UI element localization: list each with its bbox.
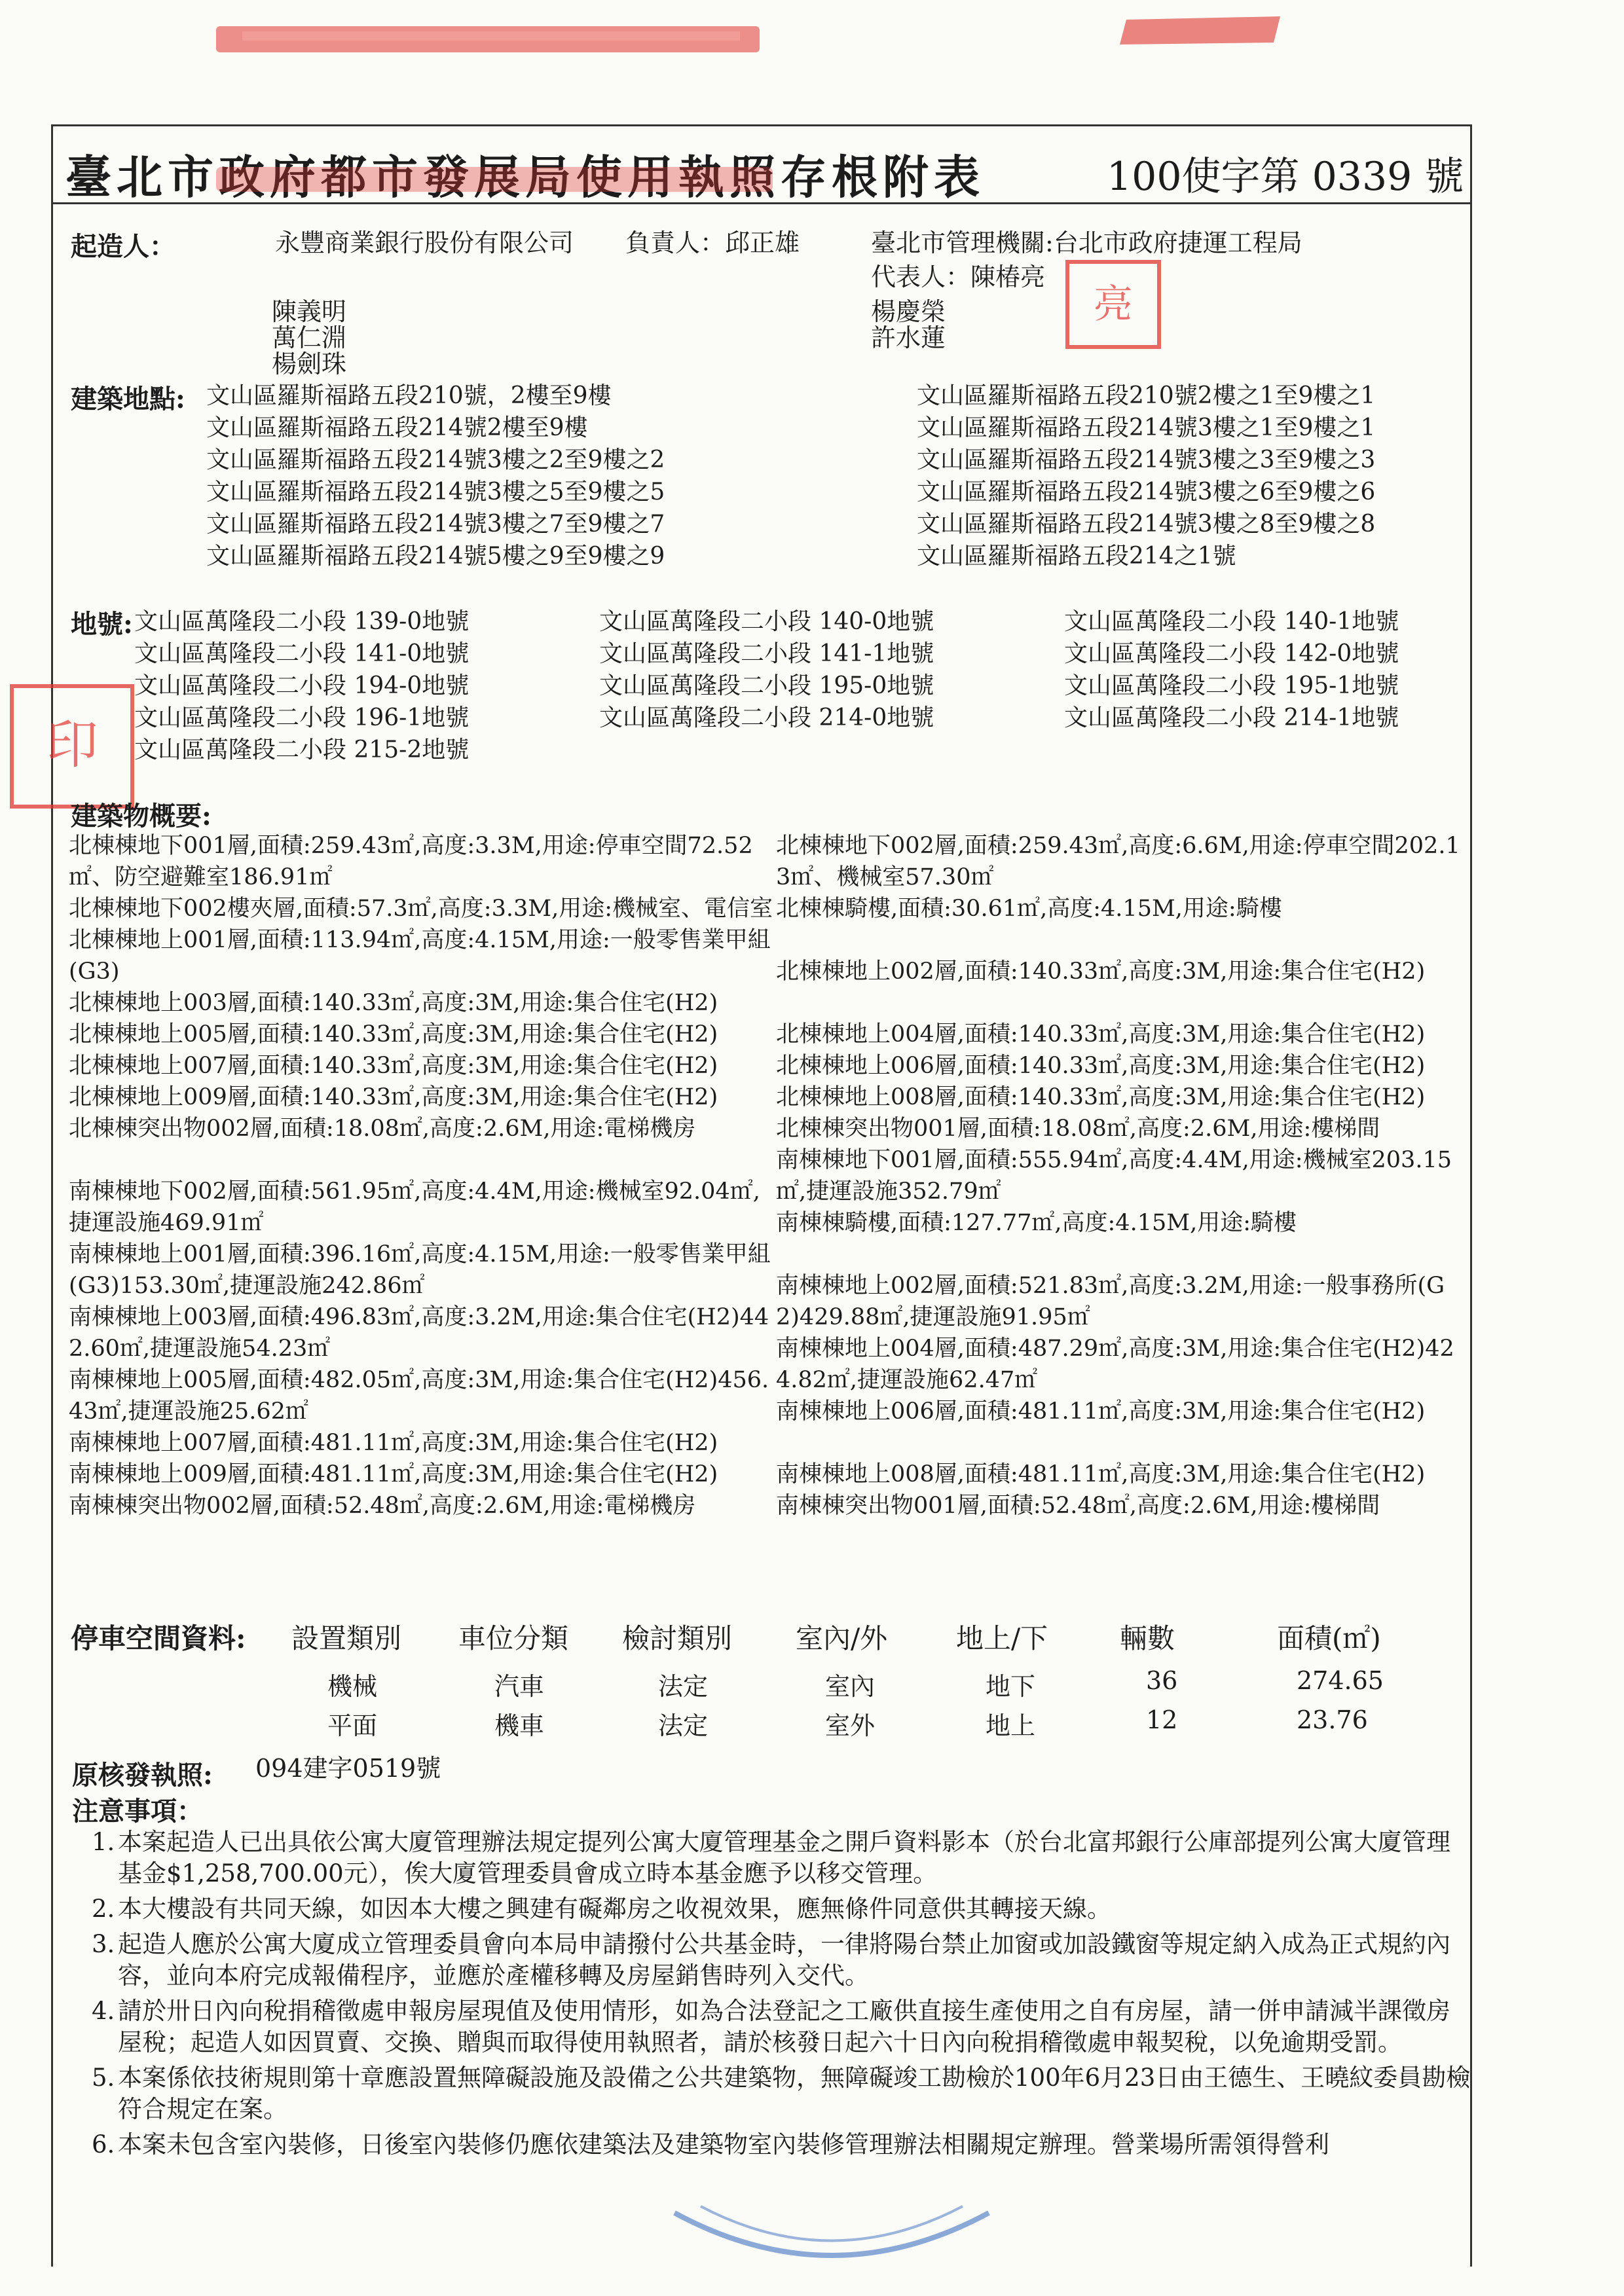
site-address: 文山區羅斯福路五段214號3樓之3至9樓之3 xyxy=(917,446,1376,473)
building-entry: 南棟棟地上007層,面積:481.11㎡,高度:3M,用途:集合住宅(H2) xyxy=(69,1430,718,1456)
building-entry: 南棟棟地上005層,面積:482.05㎡,高度:3M,用途:集合住宅(H2)456.43㎡,捷運設施25.62㎡ xyxy=(69,1367,769,1425)
building-entry: 北棟棟地上007層,面積:140.33㎡,高度:3M,用途:集合住宅(H2) xyxy=(69,1053,718,1079)
applicant-person: 許水蓮 xyxy=(871,323,946,352)
parking-cell: 36 xyxy=(1146,1666,1178,1695)
lot-number: 文山區萬隆段二小段 141-0地號 xyxy=(134,640,470,667)
site-address: 文山區羅斯福路五段214之1號 xyxy=(917,543,1236,570)
building-entry: 北棟棟地上001層,面積:113.94㎡,高度:4.15M,用途:一般零售業甲組(G3) xyxy=(69,927,771,985)
parking-cell: 機械 xyxy=(327,1672,378,1701)
note-item xyxy=(92,1929,1473,1992)
applicant-person: 陳義明 xyxy=(272,297,347,326)
site-address: 文山區羅斯福路五段214號3樓之5至9樓之5 xyxy=(206,479,665,505)
building-entry: 北棟棟地上009層,面積:140.33㎡,高度:3M,用途:集合住宅(H2) xyxy=(69,1084,718,1110)
parking-label: 停車空間資料: xyxy=(71,1622,246,1654)
building-right-column xyxy=(776,830,1467,1522)
lot-number: 文山區萬隆段二小段 140-0地號 xyxy=(599,608,934,635)
note-number: 4. xyxy=(92,1997,115,2025)
building-entry: 北棟棟地上002層,面積:140.33㎡,高度:3M,用途:集合住宅(H2) xyxy=(776,958,1426,985)
building-entry: 南棟棟地上008層,面積:481.11㎡,高度:3M,用途:集合住宅(H2) xyxy=(776,1461,1426,1487)
building-entry: 北棟棟地上003層,面積:140.33㎡,高度:3M,用途:集合住宅(H2) xyxy=(69,990,718,1016)
note-item xyxy=(92,1995,1473,2058)
site-address: 文山區羅斯福路五段214號3樓之2至9樓之2 xyxy=(206,446,665,473)
note-number: 3. xyxy=(92,1930,115,1958)
lot-number: 文山區萬隆段二小段 214-1地號 xyxy=(1064,704,1399,731)
lots-col1 xyxy=(134,606,469,766)
note-text: 本案未包含室內裝修，日後室內裝修仍應依建築法及建築物室內裝修管理辦法相關規定辦理。營業場所需領得營利 xyxy=(118,2130,1329,2159)
building-entry: 北棟棟地上006層,面積:140.33㎡,高度:3M,用途:集合住宅(H2) xyxy=(776,1053,1426,1079)
note-number: 6. xyxy=(92,2130,115,2159)
building-entry: 北棟棟地上008層,面積:140.33㎡,高度:3M,用途:集合住宅(H2) xyxy=(776,1084,1426,1110)
site-label: 建築地點: xyxy=(71,384,185,414)
parking-header: 設置類別 xyxy=(291,1622,402,1654)
lot-number: 文山區萬隆段二小段 142-0地號 xyxy=(1064,640,1399,667)
building-entry: 北棟棟地下002樓夾層,面積:57.3㎡,高度:3.3M,用途:機械室、電信室 xyxy=(69,896,773,922)
svg-text:亮: 亮 xyxy=(1094,282,1133,327)
parking-cell: 平面 xyxy=(327,1711,378,1740)
notes-list xyxy=(92,1827,1473,2164)
building-entry: 北棟棟地上004層,面積:140.33㎡,高度:3M,用途:集合住宅(H2) xyxy=(776,1021,1426,1048)
site-address: 文山區羅斯福路五段214號5樓之9至9樓之9 xyxy=(206,543,665,570)
notes-label: 注意事項： xyxy=(72,1796,203,1827)
note-number: 5. xyxy=(92,2064,115,2092)
left-border xyxy=(51,204,53,2267)
parking-cell: 室內 xyxy=(825,1672,876,1701)
building-entry: 北棟棟突出物001層,面積:18.08㎡,高度:2.6M,用途:樓梯間 xyxy=(776,1116,1380,1142)
parking-cell: 汽車 xyxy=(494,1672,545,1701)
parking-header: 檢討類別 xyxy=(622,1622,733,1654)
top-right-red-stamp-mark xyxy=(1120,13,1283,46)
site-left-column xyxy=(206,380,665,572)
permit-number: 100使字第 0339 號 xyxy=(1107,154,1464,200)
site-address: 文山區羅斯福路五段214號3樓之7至9樓之7 xyxy=(206,511,665,538)
site-address: 文山區羅斯福路五段214號3樓之1至9樓之1 xyxy=(917,414,1376,441)
building-entry: 南棟棟騎樓,面積:127.77㎡,高度:4.15M,用途:騎樓 xyxy=(776,1210,1297,1236)
parking-cell: 274.65 xyxy=(1297,1666,1384,1695)
site-address: 文山區羅斯福路五段214號3樓之6至9樓之6 xyxy=(917,479,1376,505)
lot-number: 文山區萬隆段二小段 215-2地號 xyxy=(134,737,470,763)
applicant-agency: 臺北市管理機關:台北市政府捷運工程局 xyxy=(871,228,1302,257)
note-number: 1. xyxy=(92,1828,115,1856)
representative-seal xyxy=(1061,255,1166,354)
lot-number: 文山區萬隆段二小段 214-0地號 xyxy=(599,704,934,731)
parking-cell: 12 xyxy=(1146,1705,1178,1734)
building-entry: 南棟棟地上004層,面積:487.29㎡,高度:3M,用途:集合住宅(H2)424.82㎡,捷運設施62.47㎡ xyxy=(776,1336,1454,1393)
note-text: 請於卅日內向稅捐稽徵處申報房屋現值及使用情形，如為合法登記之工廠供直接生產使用之自有房屋，請一併申請減半課徵房屋稅；起造人如因買賣、交換、贈與而取得使用執照者，請於核發日起六十日內向稅捐稽徵處申報契稅，以免逾期受罰。 xyxy=(118,1997,1450,2056)
building-entry: 南棟棟地上002層,面積:521.83㎡,高度:3.2M,用途:一般事務所(G2)429.88㎡,捷運設施91.95㎡ xyxy=(776,1273,1445,1330)
bottom-blue-seal xyxy=(661,2200,1002,2291)
applicant-person: 楊劍珠 xyxy=(272,350,347,378)
building-entry: 北棟棟騎樓,面積:30.61㎡,高度:4.15M,用途:騎樓 xyxy=(776,896,1282,922)
applicant-representative: 代表人：陳椿亮 xyxy=(871,263,1046,291)
parking-cell: 室外 xyxy=(825,1711,876,1740)
parking-cell: 地下 xyxy=(986,1672,1036,1701)
applicant-responsible: 負責人：邱正雄 xyxy=(625,228,800,257)
original-permit-value: 094建字0519號 xyxy=(255,1754,441,1783)
lot-number: 文山區萬隆段二小段 194-0地號 xyxy=(134,672,470,699)
lot-number: 文山區萬隆段二小段 141-1地號 xyxy=(599,640,934,667)
note-text: 起造人應於公寓大廈成立管理委員會向本局申請撥付公共基金時，一律將陽台禁止加窗或加設鐵窗等規定納入成為正式規約內容，並向本府完成報備程序，並應於產權移轉及房屋銷售時列入交代。 xyxy=(118,1930,1450,1990)
site-address: 文山區羅斯福路五段210號，2樓至9樓 xyxy=(206,382,612,409)
building-entry: 南棟棟突出物001層,面積:52.48㎡,高度:2.6M,用途:樓梯間 xyxy=(776,1493,1380,1519)
lots-col3 xyxy=(1064,606,1399,734)
building-entry: 北棟棟地上005層,面積:140.33㎡,高度:3M,用途:集合住宅(H2) xyxy=(69,1021,718,1048)
note-item xyxy=(92,1827,1473,1889)
note-item xyxy=(92,2129,1473,2160)
building-label: 建築物概要: xyxy=(71,801,212,831)
site-right-column xyxy=(917,380,1375,572)
building-entry: 南棟棟突出物002層,面積:52.48㎡,高度:2.6M,用途:電梯機房 xyxy=(69,1493,696,1519)
left-margin-seal xyxy=(7,681,138,812)
note-item xyxy=(92,1893,1473,1925)
lot-number: 文山區萬隆段二小段 140-1地號 xyxy=(1064,608,1399,635)
parking-header: 面積(㎡) xyxy=(1277,1622,1381,1654)
building-entry: 南棟棟地下001層,面積:555.94㎡,高度:4.4M,用途:機械室203.15㎡,捷運設施352.79㎡ xyxy=(776,1147,1452,1205)
lot-number: 文山區萬隆段二小段 196-1地號 xyxy=(134,704,470,731)
parking-header: 地上/下 xyxy=(956,1622,1048,1654)
note-text: 本案係依技術規則第十章應設置無障礙設施及設備之公共建築物，無障礙竣工勘檢於100年6月23日由王德生、王曉紋委員勘檢符合規定在案。 xyxy=(118,2064,1471,2123)
site-address: 文山區羅斯福路五段210號2樓之1至9樓之1 xyxy=(917,382,1376,409)
applicant-person: 楊慶榮 xyxy=(871,297,946,326)
building-entry: 南棟棟地上003層,面積:496.83㎡,高度:3.2M,用途:集合住宅(H2)442.60㎡,捷運設施54.23㎡ xyxy=(69,1304,769,1362)
applicant-person: 萬仁淵 xyxy=(272,323,347,352)
parking-cell: 法定 xyxy=(658,1711,709,1740)
building-entry: 北棟棟突出物002層,面積:18.08㎡,高度:2.6M,用途:電梯機房 xyxy=(69,1116,696,1142)
title-red-overstamp xyxy=(216,164,773,196)
building-entry: 南棟棟地上009層,面積:481.11㎡,高度:3M,用途:集合住宅(H2) xyxy=(69,1461,718,1487)
original-permit-label: 原核發執照: xyxy=(72,1760,213,1791)
building-entry: 北棟棟地下001層,面積:259.43㎡,高度:3.3M,用途:停車空間72.52㎡、防空避難室186.91㎡ xyxy=(69,833,753,890)
lot-number: 文山區萬隆段二小段 195-0地號 xyxy=(599,672,934,699)
parking-cell: 地上 xyxy=(986,1711,1036,1740)
note-text: 本案起造人已出具依公寓大廈管理辦法規定提列公寓大廈管理基金之開戶資料影本（於台北富邦銀行公庫部提列公寓大廈管理基金$1,258,700.00元），俟大廈管理委員會成立時本基金應予以移交管理。 xyxy=(118,1828,1450,1887)
building-entry: 南棟棟地下002層,面積:561.95㎡,高度:4.4M,用途:機械室92.04㎡,捷運設施469.91㎡ xyxy=(69,1178,760,1236)
page-title: 臺北市政府都市發展局使用執照存根附表 xyxy=(65,150,985,204)
applicant-label: 起造人： xyxy=(71,231,175,262)
parking-header: 輛數 xyxy=(1120,1622,1175,1654)
top-red-stamp-mark xyxy=(216,20,760,65)
building-entry: 南棟棟地上001層,面積:396.16㎡,高度:4.15M,用途:一般零售業甲組(G3)153.30㎡,捷運設施242.86㎡ xyxy=(69,1241,771,1299)
note-number: 2. xyxy=(92,1895,115,1923)
parking-header: 車位分類 xyxy=(458,1622,569,1654)
parking-cell: 機車 xyxy=(494,1711,545,1740)
lot-number: 文山區萬隆段二小段 195-1地號 xyxy=(1064,672,1399,699)
note-text: 本大樓設有共同天線，如因本大樓之興建有礙鄰房之收視效果，應無條件同意供其轉接天線。 xyxy=(118,1895,1111,1923)
lots-col2 xyxy=(599,606,934,734)
site-address: 文山區羅斯福路五段214號2樓至9樓 xyxy=(206,414,588,441)
building-entry: 北棟棟地下002層,面積:259.43㎡,高度:6.6M,用途:停車空間202.13㎡、機械室57.30㎡ xyxy=(776,833,1460,890)
lot-number: 文山區萬隆段二小段 139-0地號 xyxy=(134,608,470,635)
parking-cell: 23.76 xyxy=(1297,1705,1368,1734)
building-entry: 南棟棟地上006層,面積:481.11㎡,高度:3M,用途:集合住宅(H2) xyxy=(776,1398,1426,1425)
note-item xyxy=(92,2062,1473,2125)
applicant-company: 永豐商業銀行股份有限公司 xyxy=(275,228,574,257)
parking-cell: 法定 xyxy=(658,1672,709,1701)
svg-text:印: 印 xyxy=(46,714,98,775)
parking-header: 室內/外 xyxy=(796,1622,888,1654)
lots-label: 地號: xyxy=(71,609,133,640)
building-left-column xyxy=(69,830,773,1522)
site-address: 文山區羅斯福路五段214號3樓之8至9樓之8 xyxy=(917,511,1376,538)
